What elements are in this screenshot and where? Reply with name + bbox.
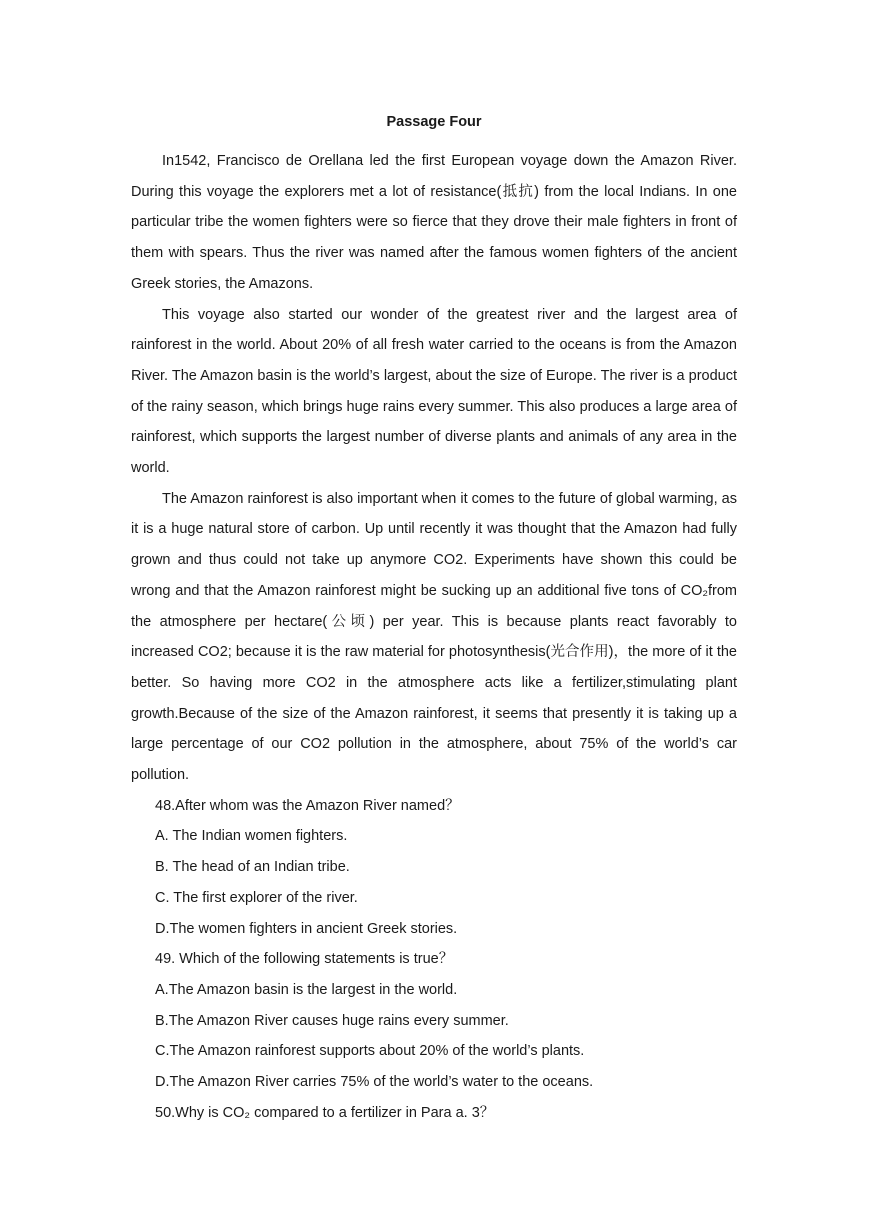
- question-50-text: 50.Why is CO₂ compared to a fertilizer in Para a. 3？: [155, 1104, 495, 1121]
- passage-title: Passage Four: [386, 114, 482, 130]
- question-48-text: 48.After whom was the Amazon River named？: [155, 797, 460, 814]
- question-49: [131, 944, 737, 1098]
- question-50: [131, 1098, 737, 1129]
- paragraph-2: This voyage also started our wonder of the greatest river and the largest area of rainforest in the world. About 20% of all fresh water carried to the oceans is from the Amazon River. The Amazon basin is the world’s largest, about the size of Europe. The river is a product of the rainy season, which brings huge rains every summer. This also produces a large area of rainforest, which supports the largest number of diverse plants and animals of any area in the world.: [131, 306, 737, 477]
- question-49-option-c: C.The Amazon rainforest supports about 20% of the world’s plants.: [155, 1043, 585, 1060]
- paragraph-1: In1542, Francisco de Orellana led the first European voyage down the Amazon River. During this voyage the explorers met a lot of resistance(抵抗) from the local Indians. In one particular tribe the women fighters were so fierce that they drove their male fighters in front of them with spears. Thus the river was named after the famous women fighters of the ancient Greek stories, the Amazons.: [131, 153, 737, 292]
- question-49-option-d: D.The Amazon River carries 75% of the world’s water to the oceans.: [155, 1074, 594, 1091]
- question-49-text: 49. Which of the following statements is true？: [155, 951, 454, 968]
- paragraph-3: The Amazon rainforest is also important when it comes to the future of global warming, as it is a huge natural store of carbon. Up until recently it was thought that the Amazon had fully grown and thus could not take up anymore CO2. Experiments have shown this could be wrong and that the Amazon rainforest might be sucking up an additional five tons of CO₂from the atmosphere per hectare(公顷) per year. This is because plants react favorably to increased CO2; because it is the raw material for photosynthesis(光合作用)，the more of it the better. So having more CO2 in the atmosphere acts like a fertilizer,stimulating plant growth.Because of the size of the Amazon rainforest, it seems that presently it is taking up a large percentage of our CO2 pollution in the atmosphere, about 75% of the world’s car pollution.: [131, 490, 737, 784]
- document-page: [131, 110, 737, 1129]
- question-48-option-b: B. The head of an Indian tribe.: [155, 859, 350, 876]
- question-48: [131, 791, 737, 945]
- question-48-option-a: A. The Indian women fighters.: [155, 828, 348, 845]
- question-49-option-a: A.The Amazon basin is the largest in the world.: [155, 981, 458, 998]
- question-49-option-b: B.The Amazon River causes huge rains every summer.: [155, 1012, 509, 1029]
- question-48-option-d: D.The women fighters in ancient Greek stories.: [155, 920, 458, 937]
- question-48-option-c: C. The first explorer of the river.: [155, 889, 358, 906]
